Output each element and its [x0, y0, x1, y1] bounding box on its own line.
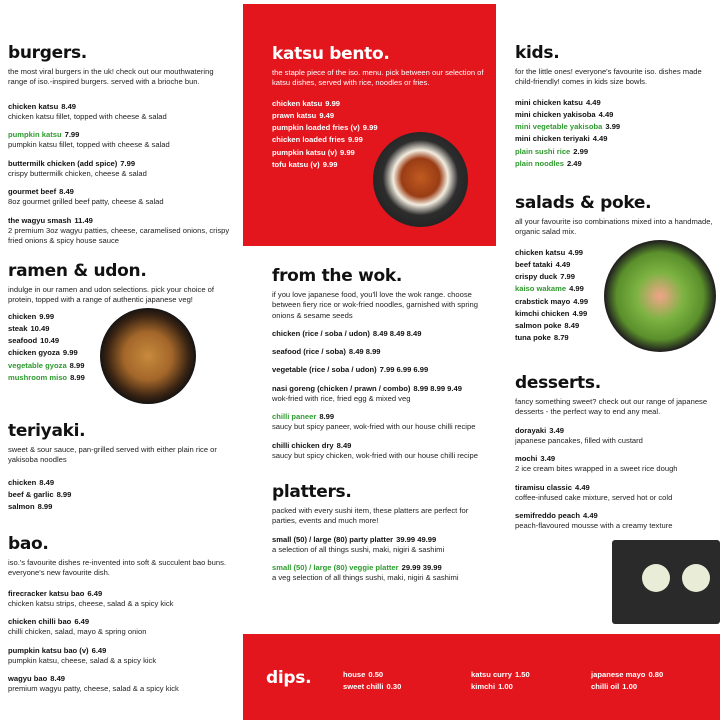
- menu-list: [8, 478, 233, 513]
- item-name: chilli paneer: [272, 412, 317, 421]
- item-name: vegetable gyoza: [8, 360, 67, 370]
- item-description: pumpkin katsu fillet, topped with cheese & salad: [8, 140, 170, 150]
- section-title: platters.: [272, 482, 352, 502]
- menu-item: [272, 329, 492, 339]
- item-price: 4.99: [568, 247, 584, 257]
- katsu-bento-panel: [243, 4, 496, 246]
- section-description: packed with every sushi item, these platters are perfect for parties, events and much more!: [272, 506, 469, 526]
- katsu-plate-photo: [373, 132, 468, 227]
- item-price: 8.99 8.99 9.49: [413, 383, 462, 393]
- menu-item: [272, 384, 492, 405]
- item-name: pumpkin loaded fries (v): [272, 123, 360, 132]
- mochi-slate-photo: [612, 540, 720, 624]
- item-price: 4.99: [569, 284, 584, 294]
- item-description: wok-fried with rice, fried egg & mixed veg: [272, 393, 411, 403]
- menu-item: [272, 441, 492, 462]
- item-name: small (50) / large (80) party platter: [272, 534, 394, 544]
- section-title: salads & poke.: [515, 193, 652, 213]
- item-description: peach-flavoured mousse with a creamy texture: [515, 521, 673, 531]
- item-description: saucy but spicy paneer, wok-fried with our house chilli recipe: [272, 422, 476, 432]
- menu-item: [515, 110, 710, 120]
- menu-item: [515, 159, 710, 169]
- item-name: kimchi chicken: [515, 308, 570, 318]
- menu-item: [8, 490, 233, 500]
- item-name: beef & garlic: [8, 489, 54, 499]
- dip-item: sweet chilli 0.30: [343, 682, 402, 691]
- menu-item: [8, 102, 233, 123]
- item-name: chicken katsu: [272, 98, 323, 108]
- item-price: 11.49: [74, 215, 93, 225]
- item-name: tofu katsu (v): [272, 159, 320, 169]
- item-description: japanese pancakes, filled with custard: [515, 435, 643, 445]
- section-description: for the little ones! everyone's favourite iso. dishes made child-friendly! comes in kids size bowls.: [515, 67, 702, 87]
- item-name: chicken gyoza: [8, 348, 60, 358]
- item-price: 9.99: [348, 135, 363, 145]
- menu-item: [8, 130, 233, 151]
- item-price: 8.49: [50, 674, 66, 683]
- item-name: mochi: [515, 454, 538, 463]
- section-description: sweet & sour sauce, pan-grilled served with either plain rice or yakisoba noodles: [8, 445, 217, 465]
- item-price: 4.49: [575, 482, 590, 492]
- item-price: 8.99: [319, 412, 335, 421]
- item-description: crispy buttermilk chicken, cheese & salad: [8, 168, 147, 178]
- section-kids: [515, 45, 710, 169]
- menu-item: [8, 187, 233, 208]
- item-description: a veg selection of all things sushi, maki, nigiri & sashimi: [272, 573, 459, 583]
- dip-item: kimchi 1.00: [471, 682, 513, 691]
- item-name: kaiso wakame: [515, 284, 567, 294]
- item-name: vegetable (rice / soba / udon): [272, 365, 377, 375]
- item-price: 6.49: [91, 645, 107, 655]
- item-description: chicken katsu fillet, topped with cheese & salad: [8, 111, 167, 121]
- menu-item: [515, 98, 710, 108]
- item-name: chilli chicken dry: [272, 440, 334, 450]
- item-price: 2.49: [566, 158, 582, 168]
- section-title: from the wok.: [272, 266, 403, 286]
- dip-item: katsu curry 1.50: [471, 670, 530, 679]
- item-price: 7.99: [560, 272, 575, 281]
- item-name: mini chicken katsu: [515, 97, 583, 107]
- item-name: the wagyu smash: [8, 215, 72, 225]
- dip-item: japanese mayo 0.80: [591, 670, 664, 679]
- item-price: 9.99: [362, 123, 378, 132]
- item-name: seafood: [8, 336, 38, 345]
- item-price: 8.49 8.99: [348, 347, 381, 356]
- section-description: if you love japanese food, you'll love the wok range. choose between fiery rice or wok-fried noodles, garnished with spring onions & sesame seeds: [272, 290, 478, 320]
- menu-item: [8, 502, 233, 512]
- item-name: tiramisu classic: [515, 482, 572, 492]
- item-price: 4.49: [555, 259, 571, 269]
- item-name: chicken (rice / soba / udon): [272, 328, 370, 338]
- item-price: 9.99: [325, 98, 341, 108]
- item-price: 4.49: [598, 109, 614, 119]
- item-price: 4.99: [573, 296, 589, 306]
- menu-item: [272, 412, 492, 433]
- item-name: crispy duck: [515, 272, 558, 281]
- menu-item: [8, 674, 233, 695]
- item-name: chicken loaded fries: [272, 135, 346, 145]
- item-name: chicken: [8, 311, 37, 321]
- menu-item: [272, 365, 492, 375]
- menu-item: [515, 483, 715, 504]
- section-title: teriyaki.: [8, 421, 86, 441]
- item-name: pumpkin katsu bao (v): [8, 645, 89, 655]
- dip-item: chilli oil 1.00: [591, 682, 638, 691]
- item-price: 8.49: [61, 101, 77, 111]
- section-teriyaki: [8, 423, 233, 512]
- item-description: chilli chicken, salad, mayo & spring onion: [8, 627, 147, 637]
- menu-list: [515, 426, 715, 532]
- section-title: ramen & udon.: [8, 261, 147, 281]
- section-title: katsu bento.: [272, 44, 390, 64]
- item-price: 8.99: [56, 489, 72, 499]
- item-name: gourmet beef: [8, 187, 57, 196]
- menu-list: [8, 589, 233, 695]
- menu-item: [515, 122, 710, 132]
- item-name: chicken katsu: [515, 247, 566, 257]
- item-price: 10.49: [30, 323, 50, 333]
- item-description: 2 ice cream bites wrapped in a sweet rice dough: [515, 464, 678, 474]
- item-name: tuna poke: [515, 333, 551, 343]
- menu-item: [272, 135, 487, 145]
- item-price: 8.49: [564, 321, 580, 330]
- menu-item: [8, 478, 233, 488]
- item-price: 4.49: [583, 511, 598, 520]
- menu-item: [8, 159, 233, 180]
- item-name: pumpkin katsu (v): [272, 147, 337, 157]
- item-name: firecracker katsu bao: [8, 588, 85, 598]
- item-name: steak: [8, 323, 28, 333]
- menu-item: [272, 111, 487, 121]
- section-title: dips.: [266, 668, 312, 688]
- item-name: crabstick mayo: [515, 296, 571, 306]
- menu-item: [515, 147, 710, 157]
- poke-bowl-photo: [604, 240, 716, 352]
- menu-item: [515, 454, 715, 475]
- section-description: indulge in our ramen and udon selections. pick your choice of protein, topped with a range of authentic japanese veg!: [8, 285, 214, 305]
- item-price: 2.99: [573, 146, 589, 156]
- menu-list: [272, 329, 492, 461]
- item-price: 9.99: [39, 311, 55, 321]
- item-name: prawn katsu: [272, 110, 317, 120]
- item-name: buttermilk chicken (add spice): [8, 158, 118, 168]
- menu-item: [272, 123, 487, 133]
- section-burgers: [8, 45, 233, 246]
- item-price: 4.49: [592, 134, 608, 144]
- menu-list: [8, 102, 233, 247]
- item-name: small (50) / large (80) veggie platter: [272, 563, 399, 572]
- item-price: 3.49: [540, 454, 556, 463]
- item-name: beef tataki: [515, 259, 553, 269]
- menu-item: [8, 646, 233, 667]
- menu-list: [515, 98, 710, 170]
- item-price: 4.49: [585, 97, 601, 107]
- dips-panel: [243, 634, 720, 720]
- item-name: mini chicken teriyaki: [515, 134, 590, 144]
- section-bao: [8, 536, 233, 695]
- item-name: chicken chilli bao: [8, 617, 72, 626]
- item-name: plain sushi rice: [515, 146, 571, 156]
- menu-item: [272, 563, 492, 584]
- item-description: a selection of all things sushi, maki, nigiri & sashimi: [272, 544, 445, 554]
- item-price: 3.99: [605, 122, 621, 131]
- item-description: saucy but spicy chicken, wok-fried with our house chilli recipe: [272, 450, 478, 460]
- item-price: 8.99: [69, 360, 85, 370]
- section-description: all your favourite iso combinations mixed into a handmade, organic salad mix.: [515, 217, 713, 237]
- item-price: 3.49: [549, 425, 565, 435]
- section-description: the staple piece of the iso. menu. pick between our selection of katsu dishes, served with rice, noodles or fries.: [272, 68, 484, 88]
- item-description: coffee-infused cake mixture, served hot or cold: [515, 492, 673, 502]
- item-name: mini chicken yakisoba: [515, 109, 596, 119]
- section-title: bao.: [8, 534, 49, 554]
- item-price: 8.99: [70, 372, 85, 382]
- item-name: mini vegetable yakisoba: [515, 122, 603, 131]
- item-description: pumpkin katsu, cheese, salad & a spicy kick: [8, 655, 157, 665]
- item-name: seafood (rice / soba): [272, 347, 346, 356]
- item-name: nasi goreng (chicken / prawn / combo): [272, 383, 411, 393]
- section-desserts: [515, 375, 715, 532]
- menu-item: [515, 134, 710, 144]
- item-name: salmon: [8, 502, 35, 511]
- dip-item: house 0.50: [343, 670, 384, 679]
- item-price: 9.99: [322, 159, 338, 169]
- menu-item: [272, 535, 492, 556]
- item-description: 8oz gourmet grilled beef patty, cheese & salad: [8, 197, 164, 207]
- menu-item: [272, 347, 492, 357]
- item-price: 7.99: [64, 130, 80, 139]
- item-price: 4.99: [572, 308, 588, 318]
- item-price: 7.99 6.99 6.99: [379, 365, 429, 375]
- item-name: plain noodles: [515, 158, 564, 168]
- item-name: pumpkin katsu: [8, 130, 62, 139]
- item-description: premium wagyu patty, cheese, salad & a spicy kick: [8, 684, 179, 694]
- item-price: 39.99 49.99: [396, 534, 437, 544]
- item-name: salmon poke: [515, 321, 562, 330]
- menu-item: [515, 426, 715, 447]
- item-price: 8.49: [39, 477, 55, 487]
- item-description: chicken katsu strips, cheese, salad & a spicy kick: [8, 598, 174, 608]
- menu-item: [515, 511, 715, 532]
- item-name: dorayaki: [515, 425, 547, 435]
- item-price: 9.99: [62, 348, 78, 358]
- item-price: 8.49 8.49 8.49: [372, 328, 422, 338]
- menu-list: [272, 535, 492, 584]
- section-description: iso.'s favourite dishes re-invented into soft & succulent bao buns. everyone's new favourite dish.: [8, 558, 226, 578]
- item-description: 2 premium 3oz wagyu patties, cheese, caramelised onions, crispy fried onions & spicy house sauce: [8, 225, 230, 245]
- item-price: 9.99: [339, 147, 355, 157]
- menu-item: [8, 589, 233, 610]
- item-price: 8.49: [59, 187, 74, 196]
- item-name: chicken katsu: [8, 101, 59, 111]
- item-price: 8.99: [37, 502, 53, 511]
- item-price: 10.49: [40, 336, 60, 345]
- item-price: 7.99: [120, 158, 136, 168]
- item-price: 6.49: [74, 617, 90, 626]
- section-title: desserts.: [515, 373, 601, 393]
- item-price: 9.49: [319, 110, 335, 120]
- section-wok: [272, 268, 492, 461]
- item-name: chicken: [8, 477, 37, 487]
- menu-item: [272, 99, 487, 109]
- item-price: 29.99 39.99: [401, 563, 442, 572]
- item-price: 6.49: [87, 588, 103, 598]
- section-title: burgers.: [8, 43, 87, 63]
- section-description: the most viral burgers in the uk! check out our mouthwatering range of iso.-inspired burgers. served with a brioche bun.: [8, 67, 214, 87]
- menu-item: [8, 216, 233, 247]
- item-name: mushroom miso: [8, 372, 68, 382]
- item-name: semifreddo peach: [515, 511, 580, 520]
- section-title: kids.: [515, 43, 560, 63]
- item-name: wagyu bao: [8, 674, 48, 683]
- item-price: 8.49: [336, 440, 352, 450]
- ramen-bowl-photo: [100, 308, 196, 404]
- section-description: fancy something sweet? check out our range of japanese desserts - the perfect way to end any meal.: [515, 397, 708, 417]
- item-price: 8.79: [553, 333, 569, 343]
- menu-item: [8, 617, 233, 638]
- section-platters: [272, 484, 492, 584]
